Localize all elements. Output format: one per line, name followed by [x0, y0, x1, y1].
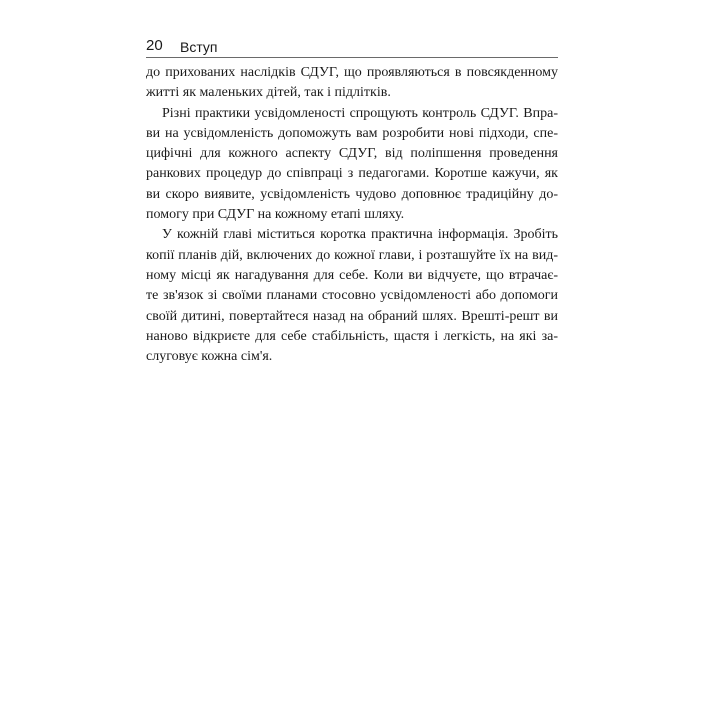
- text-line: ви на усвідомленість допоможуть вам розробити нові підходи, спе-: [146, 125, 558, 141]
- text-line: наново відкриєте для себе стабільність, щастя і легкість, на які за-: [146, 328, 558, 344]
- running-head: Вступ: [180, 39, 218, 55]
- page-number: 20: [146, 37, 163, 54]
- text-line: своїй дитині, повертайтеся назад на обраний шлях. Врешті-решт ви: [146, 308, 558, 324]
- text-line: житті як маленьких дітей, так і підлітків.: [146, 85, 391, 101]
- text-line: Різні практики усвідомленості спрощують контроль СДУГ. Впра-: [162, 105, 558, 121]
- paragraph-1: [146, 63, 558, 104]
- text-line: ному місці як нагадування для себе. Коли ви відчуєте, що втрачає-: [146, 267, 558, 283]
- text-line: помогу при СДУГ на кожному етапі шляху.: [146, 207, 405, 223]
- text-line: У кожній главі міститься коротка практична інформація. Зробіть: [162, 227, 558, 243]
- text-line: ранкових процедур до співпраці з педагогами. Коротше кажучи, як: [146, 166, 558, 182]
- text-line: слуговує кожна сім'я.: [146, 349, 273, 365]
- paragraph-2: [146, 104, 558, 226]
- text-line: ви скоро виявите, усвідомленість чудово доповнює традиційну до-: [146, 186, 558, 202]
- paragraph-3: [146, 225, 558, 367]
- text-line: цифічні для кожного аспекту СДУГ, від поліпшення проведення: [146, 146, 558, 162]
- body-text: [146, 63, 558, 367]
- text-line: до прихованих наслідків СДУГ, що проявляються в повсякденному: [146, 65, 558, 80]
- text-line: те зв'язок зі своїми планами стосовно усвідомленості або допомоги: [146, 288, 558, 304]
- page-header: [146, 37, 558, 58]
- text-line: копії планів дій, включених до кожної глави, і розташуйте їх на вид-: [146, 247, 558, 263]
